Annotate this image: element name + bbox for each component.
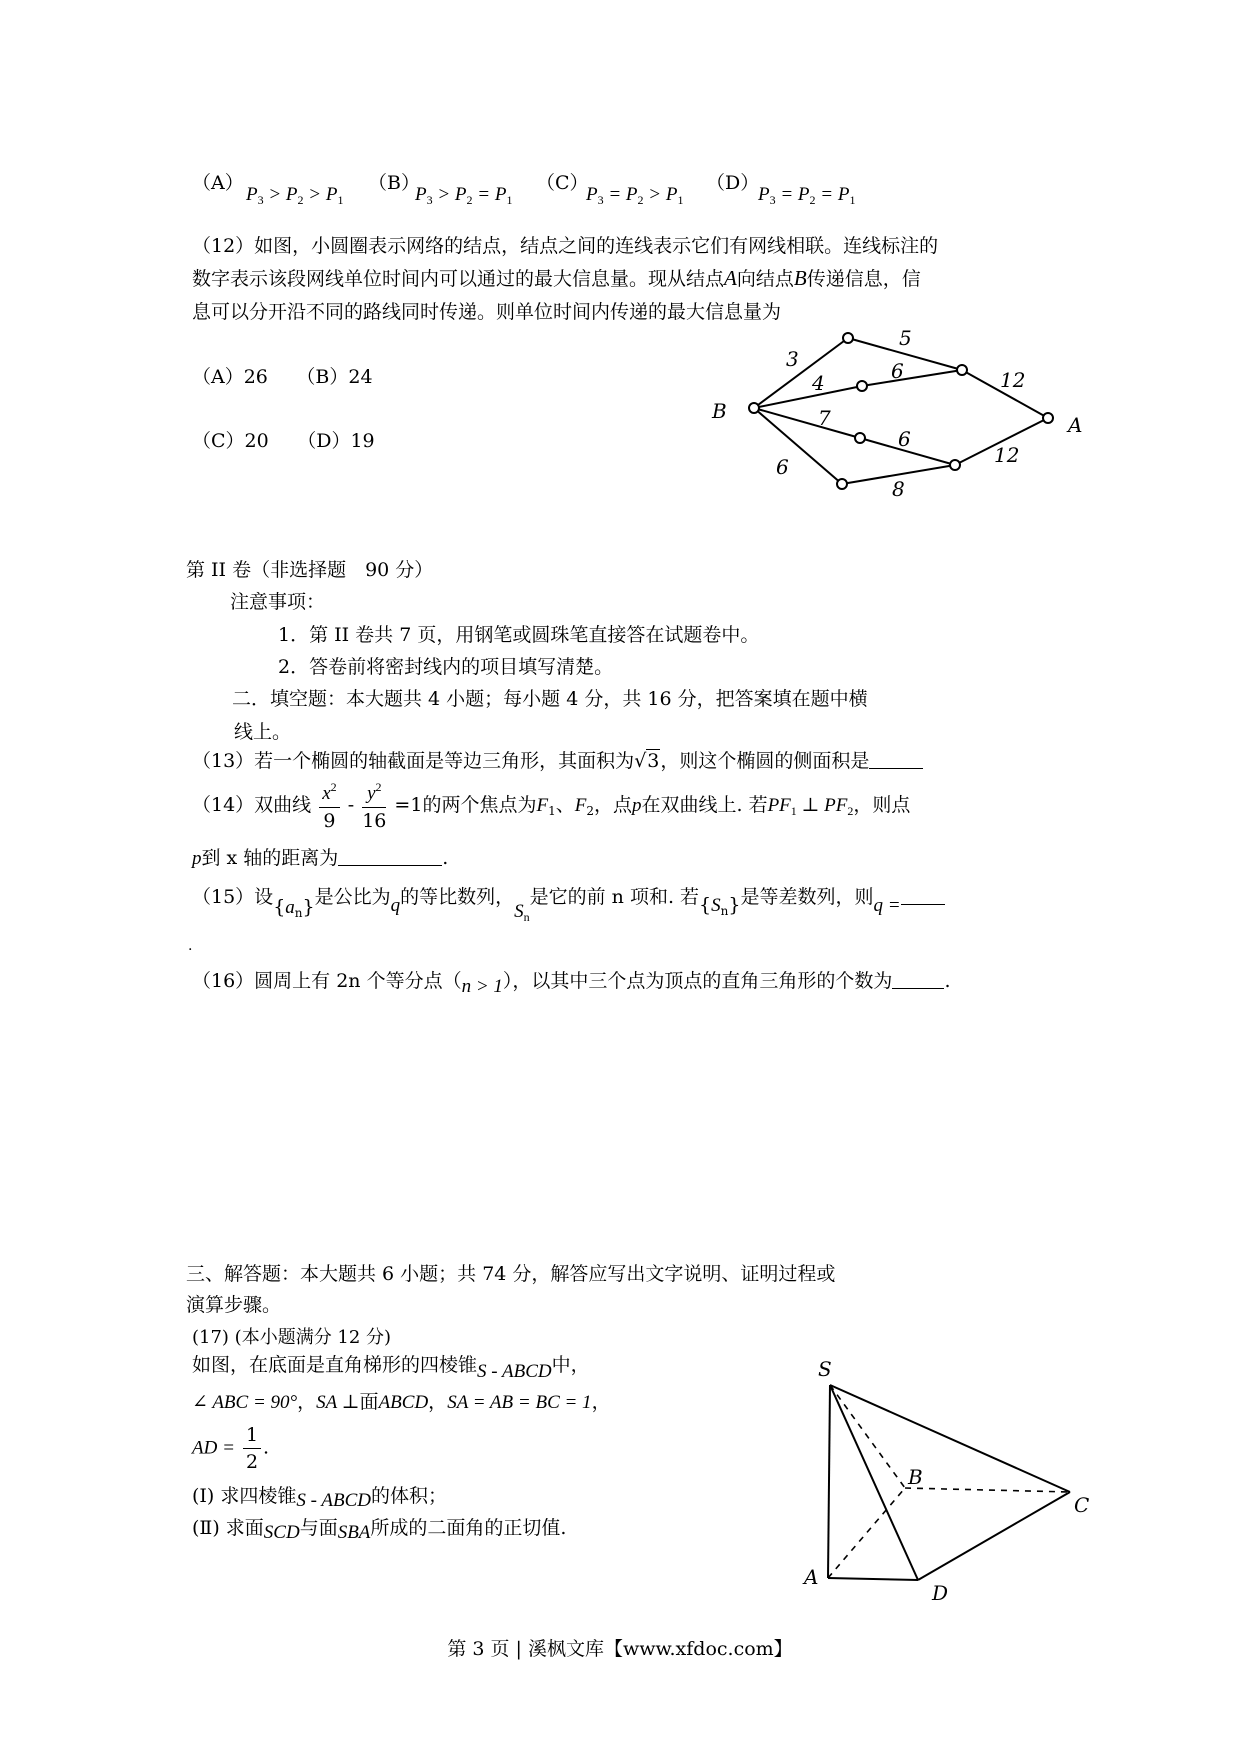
text: ，则点 — [853, 794, 911, 816]
text: 向结点 — [736, 268, 794, 290]
text: 中， — [551, 1354, 590, 1376]
text: ， — [297, 1391, 317, 1413]
pyramid-name: S - ABCD — [477, 1361, 552, 1382]
option-label: （C） — [536, 172, 589, 194]
q15-dot: . — [188, 938, 193, 954]
answer-blank — [901, 888, 945, 905]
edge-label: 5 — [899, 326, 912, 350]
ad-equals: AD = — [192, 1437, 235, 1459]
section2-heading-line2: 线上。 — [234, 721, 292, 743]
q17-line1 — [192, 1350, 590, 1382]
a-n: a — [285, 897, 295, 918]
vertex-c-label: C — [1074, 1493, 1090, 1517]
text: 如图，在底面是直角梯形的四棱锥 — [192, 1354, 478, 1376]
vertex-b-label: B — [908, 1465, 923, 1489]
vertex-s-label: S — [818, 1357, 832, 1381]
q11-option-b — [368, 168, 420, 195]
text: （14）双曲线 — [192, 794, 312, 816]
edge-label: 6 — [898, 427, 911, 451]
minus: - — [347, 794, 355, 816]
text: 在双曲线上. 若 — [641, 794, 768, 816]
part2-title: 第 II 卷（非选择题 90 分） — [186, 559, 434, 581]
var-a: A — [724, 266, 737, 290]
numerator: 1 — [243, 1424, 261, 1449]
focus-1: F — [536, 795, 549, 816]
q17-header: (17) (本小题满分 12 分) — [192, 1327, 392, 1348]
part3-heading-line2: 演算步骤。 — [186, 1294, 282, 1316]
text: 的体积； — [370, 1485, 447, 1507]
fraction-x2-over-9 — [319, 780, 339, 832]
q17-part2 — [192, 1513, 567, 1543]
point-p: p — [631, 795, 642, 816]
option-label: （B） — [368, 172, 420, 194]
text: 与面 — [299, 1517, 338, 1539]
edge-label: 8 — [892, 477, 905, 501]
q17-part1 — [192, 1481, 447, 1511]
option-label: （D） — [706, 172, 760, 194]
answer-blank — [869, 752, 923, 769]
point-p: p — [192, 848, 202, 869]
text: （16）圆周上有 2n 个等分点（ — [192, 970, 462, 992]
text: 的等比数列， — [400, 886, 515, 908]
edge-label: 3 — [786, 347, 799, 371]
numerator: y — [367, 783, 376, 804]
s: S — [711, 895, 721, 916]
text: 数字表示该段网线单位时间内可以通过的最大信息量。现从结点 — [192, 268, 725, 290]
denominator: 2 — [245, 1451, 259, 1473]
text: . — [442, 847, 449, 869]
answer-blank — [338, 849, 442, 866]
fraction-half — [243, 1424, 261, 1473]
page-footer: 第 3 页 | 溪枫文库【www.xfdoc.com】 — [447, 1638, 793, 1660]
focus-2: F — [574, 795, 587, 816]
sequence-sn: $\{S_n\}$ — [699, 894, 741, 918]
vertex-d-label: D — [932, 1581, 949, 1605]
node-b-label: B — [712, 399, 727, 423]
length-condition: SA = AB = BC = 1 — [447, 1392, 592, 1413]
numerator: x — [322, 783, 331, 804]
node-b-circle — [749, 403, 759, 413]
text: ， — [428, 1391, 448, 1413]
denominator: 16 — [362, 810, 387, 832]
q13 — [192, 746, 923, 773]
q14-line1: （14）双曲线 $\frac{x^2}{9}$ - $\frac{y^2}{16}$ =1的两个焦点为$F_1$、$F_2$，点p在双曲线上. 若$PF_1$ ⊥ $PF_2$，则点 — [192, 780, 911, 832]
q12-options-row1: （A）26 （B）24 — [192, 366, 373, 388]
text: (Ⅱ) 求面 — [192, 1517, 264, 1539]
notice-item-2: 2．答卷前将密封线内的项目填写清楚。 — [278, 656, 614, 678]
plane-scd: SCD — [263, 1522, 300, 1543]
node-a-label: A — [1068, 413, 1083, 437]
text: 、 — [555, 794, 575, 816]
pyramid-diagram — [790, 1350, 1120, 1610]
q11-option-b-math: $P_3 > P_2 = P_1$ — [415, 184, 513, 207]
var-b: B — [793, 266, 807, 290]
text: 传递信息，信 — [806, 268, 921, 290]
q17-line2 — [192, 1387, 611, 1414]
network-diagram — [700, 320, 1100, 505]
text: 是它的前 n 项和. 若 — [529, 886, 700, 908]
edge-label: 6 — [776, 455, 789, 479]
q11-option-a-math: $P_3 > P_2 > P_1$ — [246, 184, 344, 207]
q12-line2 — [192, 264, 921, 291]
edge-label: 4 — [812, 371, 825, 395]
text: （15）设 — [192, 886, 274, 908]
q17-line3 — [192, 1424, 269, 1473]
notice-title: 注意事项： — [230, 591, 326, 613]
text: ，则这个椭圆的侧面积是 — [660, 750, 870, 772]
text: 是等差数列，则 — [740, 886, 874, 908]
q15 — [192, 882, 945, 924]
var-q: q — [390, 895, 401, 916]
pyramid-name: S - ABCD — [296, 1490, 371, 1511]
exponent: 2 — [375, 780, 382, 794]
sqrt-sign: √ — [634, 750, 647, 772]
q11-option-d-math: $P_3 = P_2 = P_1$ — [758, 184, 856, 207]
edge-label: 12 — [1000, 368, 1026, 392]
q11-option-c-math: $P_3 = P_2 > P_1$ — [586, 184, 684, 207]
section2-heading-line1: 二．填空题：本大题共 4 小题；每小题 4 分，共 16 分，把答案填在题中横 — [232, 688, 868, 710]
part3-heading-line1: 三、解答题：本大题共 6 小题；共 74 分，解答应写出文字说明、证明过程或 — [186, 1263, 836, 1285]
text: 到 x 轴的距离为 — [201, 847, 339, 869]
text: 的两个焦点为 — [422, 794, 537, 816]
equals: =1 — [394, 794, 423, 816]
plane-sba: SBA — [337, 1522, 371, 1543]
text: ，点 — [593, 794, 632, 816]
q-equals: q = — [873, 895, 901, 916]
text: 所成的二面角的正切值. — [370, 1517, 567, 1539]
q11-option-d — [706, 168, 759, 195]
q12-options-row2: （C）20 （D）19 — [192, 430, 375, 452]
q16 — [192, 966, 951, 997]
q12-line3: 息可以分开沿不同的路线同时传递。则单位时间内传递的最大信息量为 — [192, 301, 782, 323]
q14-line2 — [192, 843, 448, 870]
sequence-an: $\{a_n\}$ — [273, 896, 315, 920]
sqrt-value: 3 — [647, 750, 660, 772]
text: . — [944, 970, 951, 992]
q12-line1: （12）如图，小圆圈表示网络的结点，结点之间的连线表示它们有网线相联。连线标注的 — [192, 235, 939, 257]
edge-label: 12 — [994, 443, 1020, 467]
edge-label: 6 — [891, 359, 904, 383]
notice-item-1: 1．第 II 卷共 7 页，用钢笔或圆珠笔直接答在试题卷中。 — [278, 624, 760, 646]
angle-condition: ∠ ABC = 90° — [192, 1392, 298, 1413]
text: （13）若一个椭圆的轴截面是等边三角形，其面积为 — [192, 750, 635, 772]
vertex-a-label: A — [804, 1565, 819, 1589]
denominator: 9 — [323, 810, 336, 832]
text: ， — [591, 1391, 611, 1413]
text: 面 — [359, 1391, 379, 1413]
option-label: （A） — [192, 172, 244, 194]
edge-label: 7 — [818, 406, 831, 430]
node-a-circle — [1043, 413, 1053, 423]
q11-option-a — [192, 168, 244, 195]
s: S — [514, 901, 524, 922]
text: (Ⅰ) 求四棱锥 — [192, 1485, 297, 1507]
perp-condition: SA ⊥ — [316, 1392, 360, 1413]
text: . — [263, 1436, 270, 1459]
text: ），以其中三个点为顶点的直角三角形的个数为 — [502, 970, 893, 992]
answer-blank — [892, 972, 944, 989]
exponent: 2 — [330, 780, 337, 794]
condition: n > 1 — [461, 976, 503, 997]
text: 是公比为 — [314, 886, 391, 908]
fraction-y2-over-16 — [362, 780, 386, 832]
plane-abcd: ABCD — [378, 1392, 429, 1413]
q11-option-c — [536, 168, 589, 195]
s-n: $S_n$ — [514, 901, 530, 924]
